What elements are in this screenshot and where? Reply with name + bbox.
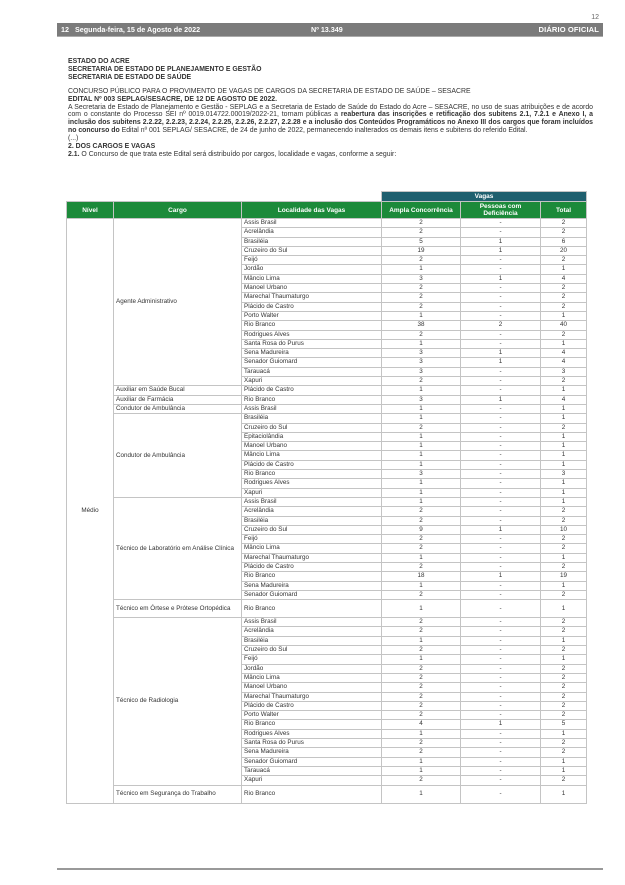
cell-localidade: Manoel Urbano <box>242 284 382 293</box>
edital-title: EDITAL Nº 003 SEPLAG/SESACRE, DE 12 DE AGOSTO DE 2022. <box>68 95 278 103</box>
cell-ampla: 1 <box>382 460 461 469</box>
cell-localidade: Rio Branco <box>242 321 382 330</box>
cell-pcd: - <box>461 330 541 339</box>
cell-total: 1 <box>541 655 587 664</box>
cell-pcd: 1 <box>461 525 541 534</box>
cell-ampla: 18 <box>382 572 461 581</box>
cell-localidade: Feijó <box>242 256 382 265</box>
cell-pcd: - <box>461 776 541 785</box>
table-row <box>67 219 587 228</box>
cell-localidade: Plácido de Castro <box>242 701 382 710</box>
cell-localidade: Rodrigues Alves <box>242 330 382 339</box>
item-text: O Concurso de que trata este Edital será distribuído por cargos, localidade e vagas, conforme a seguir: <box>79 150 397 158</box>
intro-paragraph-bold: reabertura das inscrições e retificação dos subitens 2.1, 7.2.1 e Anexo I, a inclusão dos subitens 2.2.22, 2.2.23, 2.2.24, 2.2.25, 2.2.26, 2.2.27, 2.2.28 e a inclusão dos Conteúdos Programáticos no Anexo III dos cargos que foram incluídos no concurso do <box>68 111 594 135</box>
cell-total: 2 <box>541 219 587 228</box>
cell-localidade: Porto Walter <box>242 311 382 320</box>
cell-ampla: 19 <box>382 246 461 255</box>
cell-total: 4 <box>541 349 587 358</box>
cell-pcd: - <box>461 488 541 497</box>
cell-pcd: - <box>461 516 541 525</box>
org-health: SECRETARIA DE ESTADO DE SAÚDE <box>68 73 192 81</box>
org-state: ESTADO DO ACRE <box>68 58 130 65</box>
cell-localidade: Rodrigues Alves <box>242 479 382 488</box>
cell-pcd: - <box>461 729 541 738</box>
cell-ampla: 1 <box>382 311 461 320</box>
cell-total: 2 <box>541 646 587 655</box>
cell-total: 2 <box>541 664 587 673</box>
cell-localidade: Cruzeiro do Sul <box>242 525 382 534</box>
cell-total: 2 <box>541 535 587 544</box>
cell-pcd: - <box>461 228 541 237</box>
cell-ampla: 1 <box>382 497 461 506</box>
cell-localidade: Brasiléia <box>242 516 382 525</box>
cell-ampla: 3 <box>382 470 461 479</box>
cell-localidade: Senador Guiomard <box>242 757 382 766</box>
cell-ampla: 1 <box>382 479 461 488</box>
cell-ampla: 1 <box>382 442 461 451</box>
cell-pcd: - <box>461 581 541 590</box>
cell-ampla: 1 <box>382 432 461 441</box>
cell-total: 1 <box>541 600 587 618</box>
cell-total: 1 <box>541 404 587 413</box>
cell-pcd: - <box>461 711 541 720</box>
cell-total: 2 <box>541 711 587 720</box>
cell-pcd: - <box>461 600 541 618</box>
cell-ampla: 2 <box>382 516 461 525</box>
cell-ampla: 2 <box>382 535 461 544</box>
cell-nivel: Médio <box>67 219 114 804</box>
item-2-1 <box>68 151 593 159</box>
cell-pcd: - <box>461 284 541 293</box>
cell-ampla: 1 <box>382 655 461 664</box>
cell-ampla: 2 <box>382 618 461 627</box>
cell-pcd: - <box>461 265 541 274</box>
cell-total: 1 <box>541 339 587 348</box>
cell-total: 2 <box>541 516 587 525</box>
cell-ampla: 2 <box>382 293 461 302</box>
cell-pcd: 1 <box>461 395 541 404</box>
cell-total: 2 <box>541 293 587 302</box>
cell-ampla: 1 <box>382 766 461 775</box>
cell-localidade: Brasiléia <box>242 237 382 246</box>
cell-pcd: - <box>461 256 541 265</box>
cell-ampla: 1 <box>382 600 461 618</box>
cell-localidade: Jordão <box>242 664 382 673</box>
cell-ampla: 2 <box>382 507 461 516</box>
cell-pcd: - <box>461 673 541 682</box>
cell-localidade: Cruzeiro do Sul <box>242 646 382 655</box>
cell-pcd: - <box>461 432 541 441</box>
cell-total: 40 <box>541 321 587 330</box>
cell-pcd: - <box>461 562 541 571</box>
cell-ampla: 2 <box>382 562 461 571</box>
cell-pcd: - <box>461 470 541 479</box>
cell-ampla: 9 <box>382 525 461 534</box>
cell-total: 2 <box>541 302 587 311</box>
cell-total: 1 <box>541 581 587 590</box>
cell-pcd: - <box>461 553 541 562</box>
cell-pcd: - <box>461 785 541 803</box>
cell-localidade: Assis Brasil <box>242 618 382 627</box>
cell-ampla: 2 <box>382 228 461 237</box>
cell-ampla: 3 <box>382 349 461 358</box>
cell-localidade: Tarauacá <box>242 367 382 376</box>
cell-pcd: - <box>461 544 541 553</box>
cell-total: 4 <box>541 358 587 367</box>
cell-localidade: Feijó <box>242 535 382 544</box>
cell-ampla: 2 <box>382 776 461 785</box>
cell-localidade: Sena Madureira <box>242 748 382 757</box>
cell-cargo: Condutor de Ambulância <box>114 404 242 413</box>
cell-localidade: Assis Brasil <box>242 497 382 506</box>
cell-ampla: 1 <box>382 451 461 460</box>
header-pcd: Pessoas com Deficiência <box>461 202 541 219</box>
cell-pcd: 1 <box>461 349 541 358</box>
cell-total: 1 <box>541 497 587 506</box>
header-ampla: Ampla Concorrência <box>382 202 461 219</box>
cell-localidade: Santa Rosa do Purus <box>242 739 382 748</box>
cell-ampla: 2 <box>382 423 461 432</box>
cell-localidade: Xapuri <box>242 488 382 497</box>
cell-localidade: Brasiléia <box>242 636 382 645</box>
cell-ampla: 1 <box>382 636 461 645</box>
cell-ampla: 2 <box>382 692 461 701</box>
table-row <box>67 395 587 404</box>
cell-pcd: - <box>461 367 541 376</box>
intro-paragraph-part-1: A Secretaria de Estado de Planejamento e Gestão - SEPLAG e a Secretaria de Estado de Saúde do Estado do Acre – SESACRE, no uso de suas atribuições e de acordo com o constante do Processo SEI nº 0019.014722.00019/2022-21, tornam públicas a <box>68 103 593 119</box>
cell-cargo: Técnico em Órtese e Prótese Ortopédica <box>114 600 242 618</box>
cell-cargo: Técnico em Segurança do Trabalho <box>114 785 242 803</box>
cell-pcd: - <box>461 535 541 544</box>
cell-ampla: 2 <box>382 544 461 553</box>
cell-pcd: - <box>461 377 541 386</box>
cell-pcd: - <box>461 479 541 488</box>
cell-ampla: 2 <box>382 664 461 673</box>
cell-pcd: - <box>461 497 541 506</box>
cell-total: 2 <box>541 544 587 553</box>
cell-pcd: - <box>461 219 541 228</box>
cell-total: 2 <box>541 562 587 571</box>
cell-pcd: 1 <box>461 572 541 581</box>
cell-total: 1 <box>541 451 587 460</box>
cell-localidade: Santa Rosa do Purus <box>242 339 382 348</box>
table-row <box>67 618 587 627</box>
cell-ampla: 38 <box>382 321 461 330</box>
cell-pcd: 2 <box>461 321 541 330</box>
cell-pcd: - <box>461 655 541 664</box>
cell-cargo: Auxiliar de Farmácia <box>114 395 242 404</box>
cell-localidade: Assis Brasil <box>242 219 382 228</box>
org-planning: SECRETARIA DE ESTADO DE PLANEJAMENTO E GESTÃO <box>68 65 262 73</box>
cell-localidade: Marechal Thaumaturgo <box>242 293 382 302</box>
corner-page-number: 12 <box>591 14 599 21</box>
cell-ampla: 5 <box>382 237 461 246</box>
cell-cargo: Auxiliar em Saúde Bucal <box>114 386 242 395</box>
cell-localidade: Senador Guiomard <box>242 590 382 599</box>
publication-date: Segunda-feira, 15 de Agosto de 2022 <box>75 25 201 34</box>
cell-total: 2 <box>541 692 587 701</box>
section-heading: 2. DOS CARGOS E VAGAS <box>68 143 156 151</box>
cell-total: 2 <box>541 683 587 692</box>
cell-ampla: 1 <box>382 581 461 590</box>
cell-ampla: 1 <box>382 386 461 395</box>
cell-pcd: - <box>461 451 541 460</box>
cell-ampla: 1 <box>382 729 461 738</box>
cell-total: 20 <box>541 246 587 255</box>
cell-ampla: 3 <box>382 367 461 376</box>
cell-localidade: Sena Madureira <box>242 581 382 590</box>
header-cargo: Cargo <box>114 202 242 219</box>
cell-cargo: Técnico de Radiologia <box>114 618 242 785</box>
cell-ampla: 1 <box>382 404 461 413</box>
cell-localidade: Brasiléia <box>242 414 382 423</box>
cell-ampla: 1 <box>382 414 461 423</box>
cell-localidade: Manoel Urbano <box>242 442 382 451</box>
cell-localidade: Mâncio Lima <box>242 544 382 553</box>
intro-paragraph <box>68 104 593 136</box>
cell-pcd: - <box>461 386 541 395</box>
cell-localidade: Assis Brasil <box>242 404 382 413</box>
cell-total: 1 <box>541 432 587 441</box>
cell-ampla: 2 <box>382 330 461 339</box>
cell-total: 6 <box>541 237 587 246</box>
cell-localidade: Rodrigues Alves <box>242 729 382 738</box>
cell-localidade: Mâncio Lima <box>242 673 382 682</box>
cell-pcd: - <box>461 414 541 423</box>
cell-ampla: 2 <box>382 590 461 599</box>
cell-total: 3 <box>541 367 587 376</box>
cell-total: 19 <box>541 572 587 581</box>
cell-localidade: Plácido de Castro <box>242 302 382 311</box>
cell-pcd: - <box>461 683 541 692</box>
table-row <box>67 497 587 506</box>
cell-pcd: - <box>461 339 541 348</box>
cell-pcd: - <box>461 460 541 469</box>
cell-localidade: Xapuri <box>242 776 382 785</box>
cell-pcd: - <box>461 618 541 627</box>
cell-localidade: Manoel Urbano <box>242 683 382 692</box>
cell-ampla: 3 <box>382 395 461 404</box>
cell-localidade: Rio Branco <box>242 600 382 618</box>
cell-total: 5 <box>541 720 587 729</box>
cell-total: 2 <box>541 739 587 748</box>
cell-pcd: 1 <box>461 237 541 246</box>
cell-ampla: 3 <box>382 358 461 367</box>
cell-total: 1 <box>541 479 587 488</box>
cell-total: 1 <box>541 311 587 320</box>
cell-total: 1 <box>541 265 587 274</box>
cell-total: 2 <box>541 701 587 710</box>
cell-localidade: Rio Branco <box>242 720 382 729</box>
cell-total: 3 <box>541 470 587 479</box>
cell-total: 2 <box>541 507 587 516</box>
header-vagas: Vagas <box>382 192 587 202</box>
cell-total: 4 <box>541 274 587 283</box>
cell-localidade: Cruzeiro do Sul <box>242 423 382 432</box>
document-intro <box>68 58 593 159</box>
cell-pcd: - <box>461 627 541 636</box>
cell-localidade: Acrelândia <box>242 228 382 237</box>
cell-total: 1 <box>541 414 587 423</box>
cell-localidade: Epitaciolândia <box>242 432 382 441</box>
cell-total: 10 <box>541 525 587 534</box>
cell-ampla: 2 <box>382 683 461 692</box>
cell-pcd: - <box>461 590 541 599</box>
cell-total: 2 <box>541 627 587 636</box>
cell-pcd: - <box>461 748 541 757</box>
cell-ampla: 1 <box>382 488 461 497</box>
cell-pcd: - <box>461 757 541 766</box>
cell-total: 1 <box>541 460 587 469</box>
cell-localidade: Rio Branco <box>242 572 382 581</box>
cell-pcd: - <box>461 423 541 432</box>
cell-total: 4 <box>541 395 587 404</box>
vacancies-table <box>66 191 587 804</box>
cell-ampla: 2 <box>382 377 461 386</box>
footer-divider <box>57 868 603 870</box>
cell-localidade: Porto Walter <box>242 711 382 720</box>
cell-localidade: Plácido de Castro <box>242 386 382 395</box>
cell-total: 2 <box>541 618 587 627</box>
cell-pcd: 1 <box>461 246 541 255</box>
cell-localidade: Plácido de Castro <box>242 562 382 571</box>
cell-localidade: Cruzeiro do Sul <box>242 246 382 255</box>
cell-total: 2 <box>541 284 587 293</box>
cell-localidade: Rio Branco <box>242 785 382 803</box>
cell-pcd: - <box>461 664 541 673</box>
cell-total: 2 <box>541 228 587 237</box>
cell-total: 1 <box>541 442 587 451</box>
cell-total: 1 <box>541 553 587 562</box>
cell-total: 1 <box>541 636 587 645</box>
cell-ampla: 2 <box>382 646 461 655</box>
cell-ampla: 1 <box>382 785 461 803</box>
cell-localidade: Plácido de Castro <box>242 460 382 469</box>
cell-ampla: 2 <box>382 673 461 682</box>
header-divider <box>57 36 603 37</box>
cell-total: 2 <box>541 423 587 432</box>
cell-pcd: - <box>461 766 541 775</box>
cell-localidade: Tarauacá <box>242 766 382 775</box>
cell-pcd: - <box>461 507 541 516</box>
cell-ampla: 3 <box>382 274 461 283</box>
header-localidade: Localidade das Vagas <box>242 202 382 219</box>
cell-pcd: - <box>461 442 541 451</box>
cell-ampla: 4 <box>382 720 461 729</box>
table-body <box>67 219 587 804</box>
concurso-title: CONCURSO PÚBLICO PARA O PROVIMENTO DE VAGAS DE CARGOS DA SECRETARIA DE ESTADO DE SAÚDE – SESACRE <box>68 87 471 95</box>
cell-total: 2 <box>541 776 587 785</box>
table-row <box>67 785 587 803</box>
cell-localidade: Mâncio Lima <box>242 274 382 283</box>
cell-pcd: 1 <box>461 358 541 367</box>
header-total: Total <box>541 202 587 219</box>
journal-title: DIÁRIO OFICIAL <box>538 25 599 34</box>
cell-total: 1 <box>541 757 587 766</box>
cell-cargo: Condutor de Ambulância <box>114 414 242 498</box>
cell-ampla: 2 <box>382 701 461 710</box>
cell-pcd: - <box>461 404 541 413</box>
cell-pcd: - <box>461 293 541 302</box>
cell-localidade: Feijó <box>242 655 382 664</box>
intro-paragraph-part-2: Edital nº 001 SEPLAG/ SESACRE, de 24 de junho de 2022, permanecendo inalterados os demais itens e subitens do referido Edital. <box>119 127 528 135</box>
cell-pcd: - <box>461 636 541 645</box>
ellipsis: (...) <box>68 135 79 143</box>
cell-total: 2 <box>541 748 587 757</box>
cell-ampla: 1 <box>382 553 461 562</box>
edition-number: Nº 13.349 <box>311 25 343 34</box>
cell-total: 1 <box>541 785 587 803</box>
cell-total: 2 <box>541 590 587 599</box>
cell-ampla: 2 <box>382 627 461 636</box>
cell-ampla: 1 <box>382 339 461 348</box>
cell-cargo: Técnico de Laboratório em Análise Clínica <box>114 497 242 599</box>
cell-localidade: Acrelândia <box>242 507 382 516</box>
cell-ampla: 2 <box>382 739 461 748</box>
table-row <box>67 404 587 413</box>
cell-localidade: Marechal Thaumaturgo <box>242 692 382 701</box>
cell-total: 1 <box>541 766 587 775</box>
page-header-bar <box>57 23 603 36</box>
cell-ampla: 2 <box>382 302 461 311</box>
cell-total: 2 <box>541 330 587 339</box>
cell-pcd: - <box>461 646 541 655</box>
cell-pcd: - <box>461 701 541 710</box>
cell-ampla: 2 <box>382 748 461 757</box>
cell-ampla: 2 <box>382 711 461 720</box>
cell-total: 2 <box>541 377 587 386</box>
cell-localidade: Mâncio Lima <box>242 451 382 460</box>
cell-pcd: - <box>461 311 541 320</box>
cell-localidade: Rio Branco <box>242 395 382 404</box>
cell-total: 1 <box>541 488 587 497</box>
cell-ampla: 1 <box>382 265 461 274</box>
cell-localidade: Rio Branco <box>242 470 382 479</box>
cell-localidade: Xapuri <box>242 377 382 386</box>
cell-ampla: 1 <box>382 757 461 766</box>
cell-localidade: Senador Guiomard <box>242 358 382 367</box>
cell-ampla: 2 <box>382 256 461 265</box>
cell-total: 1 <box>541 386 587 395</box>
cell-total: 2 <box>541 673 587 682</box>
cell-localidade: Sena Madureira <box>242 349 382 358</box>
cell-ampla: 2 <box>382 219 461 228</box>
cell-pcd: 1 <box>461 720 541 729</box>
cell-pcd: - <box>461 739 541 748</box>
table-row <box>67 386 587 395</box>
cell-localidade: Jordão <box>242 265 382 274</box>
cell-pcd: - <box>461 302 541 311</box>
header-nivel: Nível <box>67 202 114 219</box>
cell-cargo: Agente Administrativo <box>114 219 242 386</box>
cell-localidade: Marechal Thaumaturgo <box>242 553 382 562</box>
cell-localidade: Acrelândia <box>242 627 382 636</box>
cell-total: 2 <box>541 256 587 265</box>
table-row <box>67 414 587 423</box>
cell-pcd: 1 <box>461 274 541 283</box>
cell-total: 1 <box>541 729 587 738</box>
page-number: 12 <box>61 25 69 34</box>
table-row <box>67 600 587 618</box>
cell-pcd: - <box>461 692 541 701</box>
item-number: 2.1. <box>68 150 80 158</box>
cell-ampla: 2 <box>382 284 461 293</box>
